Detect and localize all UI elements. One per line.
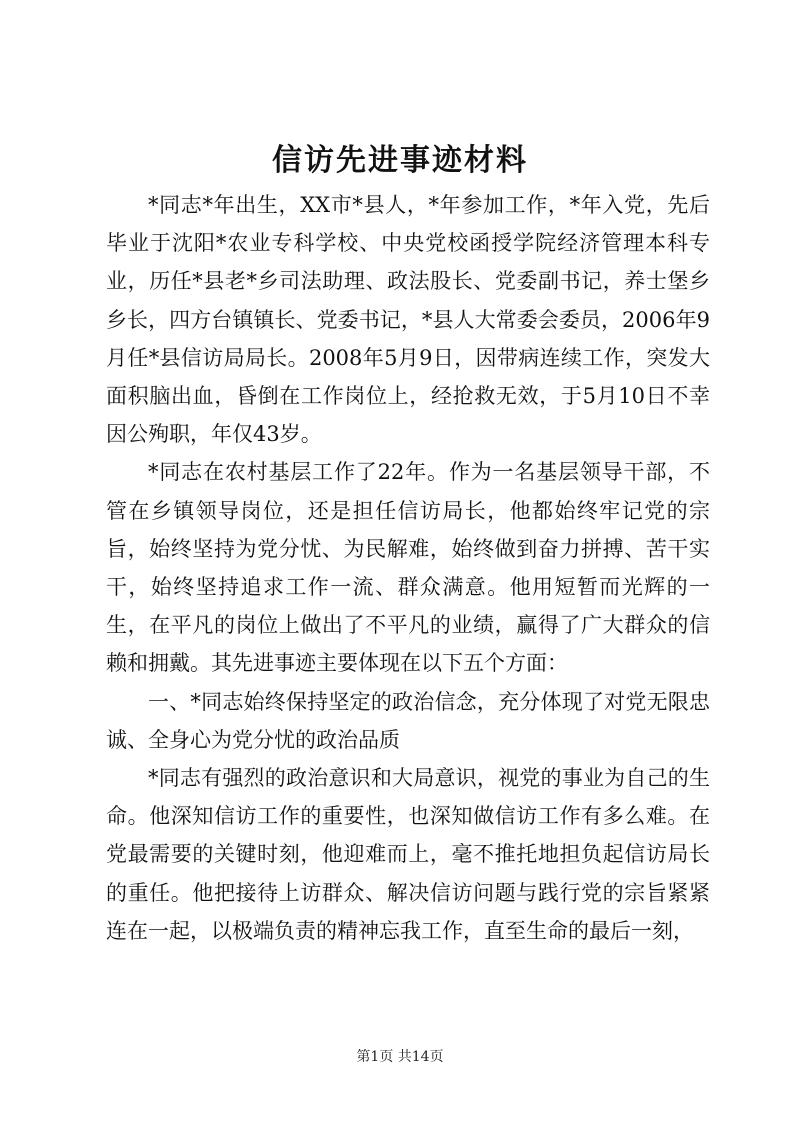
section-heading-1: 一、*同志始终保持坚定的政治信念，充分体现了对党无限忠诚、全身心为党分忧的政治品质 <box>106 689 710 752</box>
paragraph-section-1: *同志有强烈的政治意识和大局意识，视党的事业为自己的生命。他深知信访工作的重要性，也深知做信访工作有多么难。在党最需要的关键时刻，他迎难而上，毫不推托地担负起信访局长的重任。他把接待上访群众、解决信访问题与践行党的宗旨紧紧连在一起，以极端负责的精神忘我工作，直至生命的最后一刻， <box>106 766 710 943</box>
paragraph-overview: *同志在农村基层工作了22年。作为一名基层领导干部，不管在乡镇领导岗位，还是担任信访局长，他都始终牢记党的宗旨，始终坚持为党分忧、为民解难，始终做到奋力拼搏、苦干实干，始终坚持追求工作一流、群众满意。他用短暂而光辉的一生，在平凡的岗位上做出了不平凡的业绩，赢得了广大群众的信赖和拥戴。其先进事迹主要体现在以下五个方面： <box>106 460 710 676</box>
paragraph-biography: *同志*年出生，XX市*县人，*年参加工作，*年入党，先后毕业于沈阳*农业专科学校、中央党校函授学院经济管理本科专业，历任*县老*乡司法助理、政法股长、党委副书记，养士堡乡乡长，四方台镇镇长、党委书记，*县人大常委会委员，2006年9月任*县信访局局长。2008年5月9日，因带病连续工作，突发大面积脑出血，昏倒在工作岗位上，经抢救无效，于5月10日不幸因公殉职，年仅43岁。 <box>106 193 710 447</box>
document-body <box>106 186 710 950</box>
page-footer: 第1页 共14页 <box>356 1049 444 1065</box>
document-title: 信访先进事迹材料 <box>272 143 528 178</box>
